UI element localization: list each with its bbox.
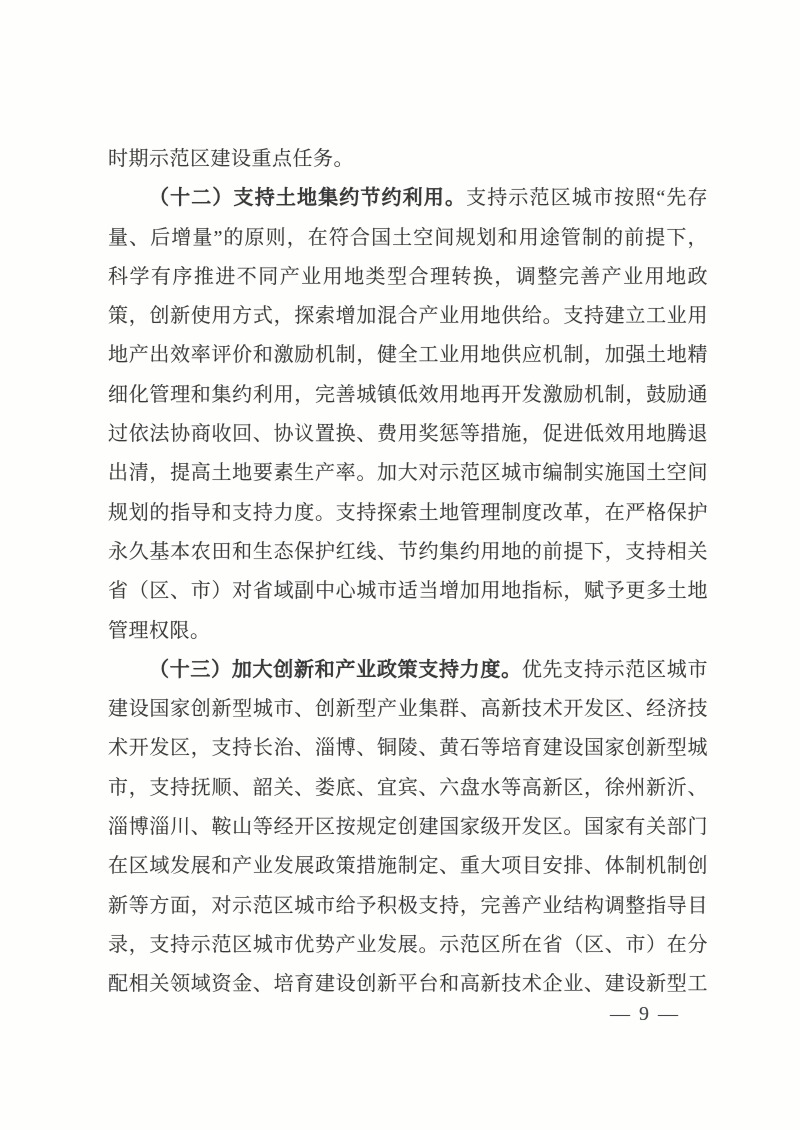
paragraph-heading-text: （十二）支持土地集约节约利用。 xyxy=(149,187,467,210)
text-line xyxy=(108,965,708,1004)
paragraph-text: 术开发区，支持长治、淄博、铜陵、黄石等培育建设国家创新型城 xyxy=(108,737,708,760)
paragraph-text: 淄博淄川、鞍山等经开区按规定创建国家级开发区。国家有关部门 xyxy=(108,816,708,839)
text-line xyxy=(108,179,708,218)
text-line xyxy=(108,651,708,690)
paragraph-text: 出清，提高土地要素生产率。加大对示范区城市编制实施国土空间 xyxy=(108,462,708,485)
paragraph-text: 过依法协商收回、协议置换、费用奖惩等措施，促进低效用地腾退 xyxy=(108,423,708,446)
text-line xyxy=(108,376,708,415)
text-line xyxy=(108,729,708,768)
text-line xyxy=(108,926,708,965)
paragraph-text: 配相关领域资金、培育建设创新平台和高新技术企业、建设新型工 xyxy=(108,973,708,996)
paragraph-text: 时期示范区建设重点任务。 xyxy=(108,148,354,170)
paragraph-text: 科学有序推进不同产业用地类型合理转换，调整完善产业用地政 xyxy=(108,265,708,288)
text-line xyxy=(108,808,708,847)
paragraph-text: 量、后增量”的原则，在符合国土空间规划和用途管制的前提下， xyxy=(108,226,708,249)
paragraph-text: 地产出效率评价和激励机制，健全工业用地供应机制，加强土地精 xyxy=(108,344,708,367)
text-line xyxy=(108,690,708,729)
paragraph-text: 支持示范区城市按照“先存 xyxy=(466,187,708,210)
paragraph-text: 在区域发展和产业发展政策措施制定、重大项目安排、体制机制创 xyxy=(108,855,708,878)
document-body xyxy=(108,140,708,1005)
paragraph-text: 规划的指导和支持力度。支持探索土地管理制度改革，在严格保护 xyxy=(108,501,708,524)
paragraph-text: 建设国家创新型城市、创新型产业集群、高新技术开发区、经济技 xyxy=(108,698,708,721)
text-line xyxy=(108,336,708,375)
text-line xyxy=(108,258,708,297)
paragraph-text: 细化管理和集约利用，完善城镇低效用地再开发激励机制，鼓励通 xyxy=(108,383,708,406)
text-line xyxy=(108,847,708,886)
text-line xyxy=(108,415,708,454)
paragraph-text: 新等方面，对示范区城市给予积极支持，完善产业结构调整指导目 xyxy=(108,894,708,917)
text-line xyxy=(108,494,708,533)
text-line xyxy=(108,612,708,651)
paragraph-text: 录，支持示范区城市优势产业发展。示范区所在省（区、市）在分 xyxy=(108,933,708,956)
text-line xyxy=(108,297,708,336)
text-line xyxy=(108,140,708,179)
paragraph-heading-text: （十三）加大创新和产业政策支持力度。 xyxy=(149,658,522,681)
text-line xyxy=(108,769,708,808)
text-line xyxy=(108,454,708,493)
page-number: — 9 — xyxy=(610,1003,680,1025)
paragraph-text: 市，支持抚顺、韶关、娄底、宜宾、六盘水等高新区，徐州新沂、 xyxy=(108,776,708,799)
text-line xyxy=(108,533,708,572)
text-line xyxy=(108,219,708,258)
paragraph-text: 优先支持示范区城市 xyxy=(521,658,709,681)
paragraph-text: 策，创新使用方式，探索增加混合产业用地供给。支持建立工业用 xyxy=(108,305,708,328)
paragraph-text: 管理权限。 xyxy=(108,619,211,642)
text-line xyxy=(108,572,708,611)
paragraph-text: 永久基本农田和生态保护红线、节约集约用地的前提下，支持相关 xyxy=(108,540,708,563)
paragraph-text: 省（区、市）对省域副中心城市适当增加用地指标，赋予更多土地 xyxy=(108,580,708,603)
text-line xyxy=(108,887,708,926)
